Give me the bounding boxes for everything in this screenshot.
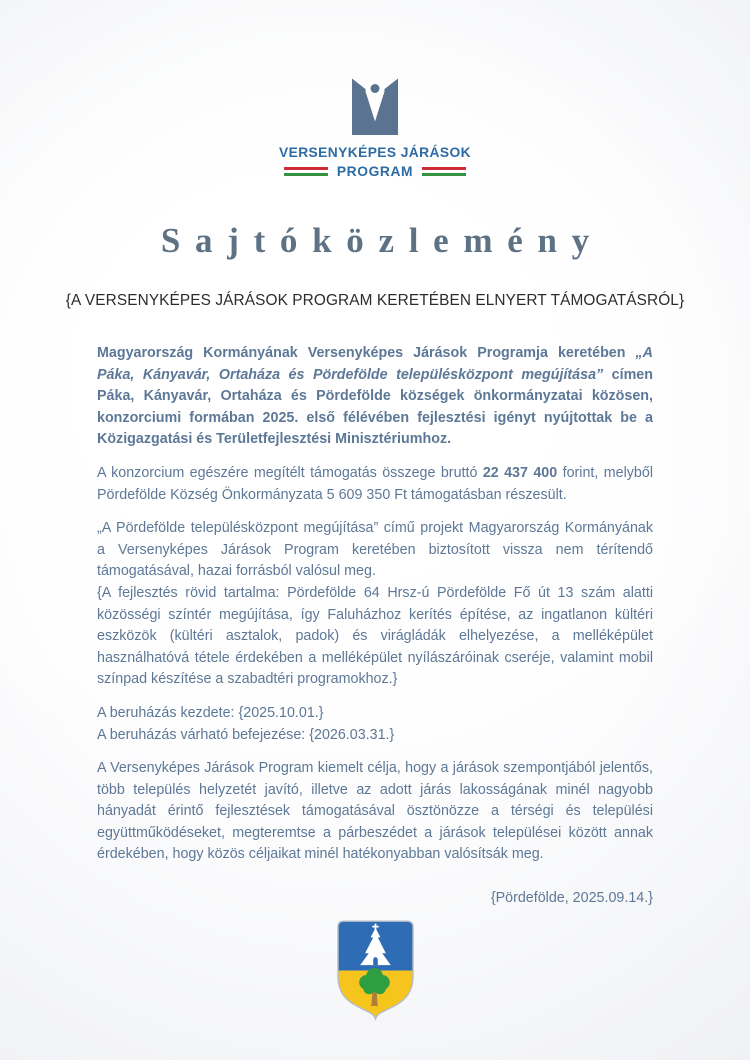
program-goal-paragraph: A Versenyképes Járások Program kiemelt célja, hogy a járások szempontjából jelentős, több település helyzetét javító, illetve az adott járás lakosságának minél nagyobb hányadát érintő fejlesztések támogatásával ösztönözze a térségi és települési együttműködéseket, megteremtse a párbeszédet a járások települései között annak érdekében, hogy közös céljaikat minél hatékonyabban valósítsák meg. xyxy=(97,760,653,863)
hungarian-flag-stripes-right-icon xyxy=(422,167,466,177)
project-funding-text: „A Pördefölde településközpont megújítása” című projekt Magyarország Kormányának a Versenyképes Járások Program keretében biztosított vissza nem térítendő támogatásával, hazai forrásból valósul meg. xyxy=(97,520,653,580)
flag-green-stripe xyxy=(284,173,328,177)
versenykepes-jarasok-logo-icon xyxy=(352,72,398,135)
schedule-paragraph xyxy=(97,703,653,746)
subtitle: {A VERSENYKÉPES JÁRÁSOK PROGRAM KERETÉBEN ELNYERT TÁMOGATÁSRÓL} xyxy=(65,292,685,309)
project-scope-text: {A fejlesztés rövid tartalma: Pördefölde 64 Hrsz-ú Pördefölde Fő út 13 szám alatti közösségi színtér megújítása, így Faluházhoz kerítés építése, az ingatlanon kültéri eszközök (kültéri asztalok, padok) és virágládák elhelyezése, a melléképület használhatóvá tétele érdekében a melléképület nyílászáróinak cseréje, valamint mobil színpad készítése a szabadtéri programokhoz.} xyxy=(97,584,653,688)
flag-red-stripe xyxy=(422,167,466,171)
project-title: „A Páka, Kányavár, Ortaháza és Pördefölde településközpont megújítása” xyxy=(97,345,653,383)
intro-paragraph xyxy=(97,343,653,451)
press-release-body xyxy=(97,343,653,910)
grant-rest: forint, melyből Pördefölde Község Önkormányzata 5 609 350 Ft támogatásban részesült. xyxy=(97,464,654,503)
project-description-paragraph xyxy=(97,518,653,691)
intro-lead: Magyarország Kormányának Versenyképes Járások Programja keretében xyxy=(97,345,636,361)
pordefolde-coat-of-arms xyxy=(337,920,414,1021)
flag-green-stripe xyxy=(422,173,466,177)
hungarian-flag-stripes-left-icon xyxy=(284,167,328,177)
church-door xyxy=(373,957,378,965)
footer xyxy=(0,920,750,1026)
grant-amount-paragraph xyxy=(97,463,653,506)
logo-text-line1: VERSENYKÉPES JÁRÁSOK xyxy=(278,145,471,160)
page-title: Sajtóközlemény xyxy=(160,221,604,260)
dateline: {Pördefölde, 2025.09.14.} xyxy=(490,890,653,907)
investment-end-date: A beruházás várható befejezése: {2026.03.31.} xyxy=(97,726,395,743)
investment-start-date: A beruházás kezdete: {2025.10.01.} xyxy=(97,704,324,721)
grant-lead: A konzorcium egészére megítélt támogatás összege bruttó xyxy=(97,464,483,481)
program-logo xyxy=(0,0,750,179)
flag-red-stripe xyxy=(284,167,328,171)
logo-text-line2-row xyxy=(0,164,750,179)
grant-amount: 22 437 400 xyxy=(482,464,558,481)
intro-rest: címen Páka, Kányavár, Ortaháza és Pördefölde községek önkormányzatai közösen, konzorciumi formában 2025. első félévében fejlesztési igényt nyújtottak be a Közigazgatási és Területfejlesztési Minisztériumhoz. xyxy=(97,366,653,448)
logo-text-line2: PROGRAM xyxy=(336,164,414,179)
